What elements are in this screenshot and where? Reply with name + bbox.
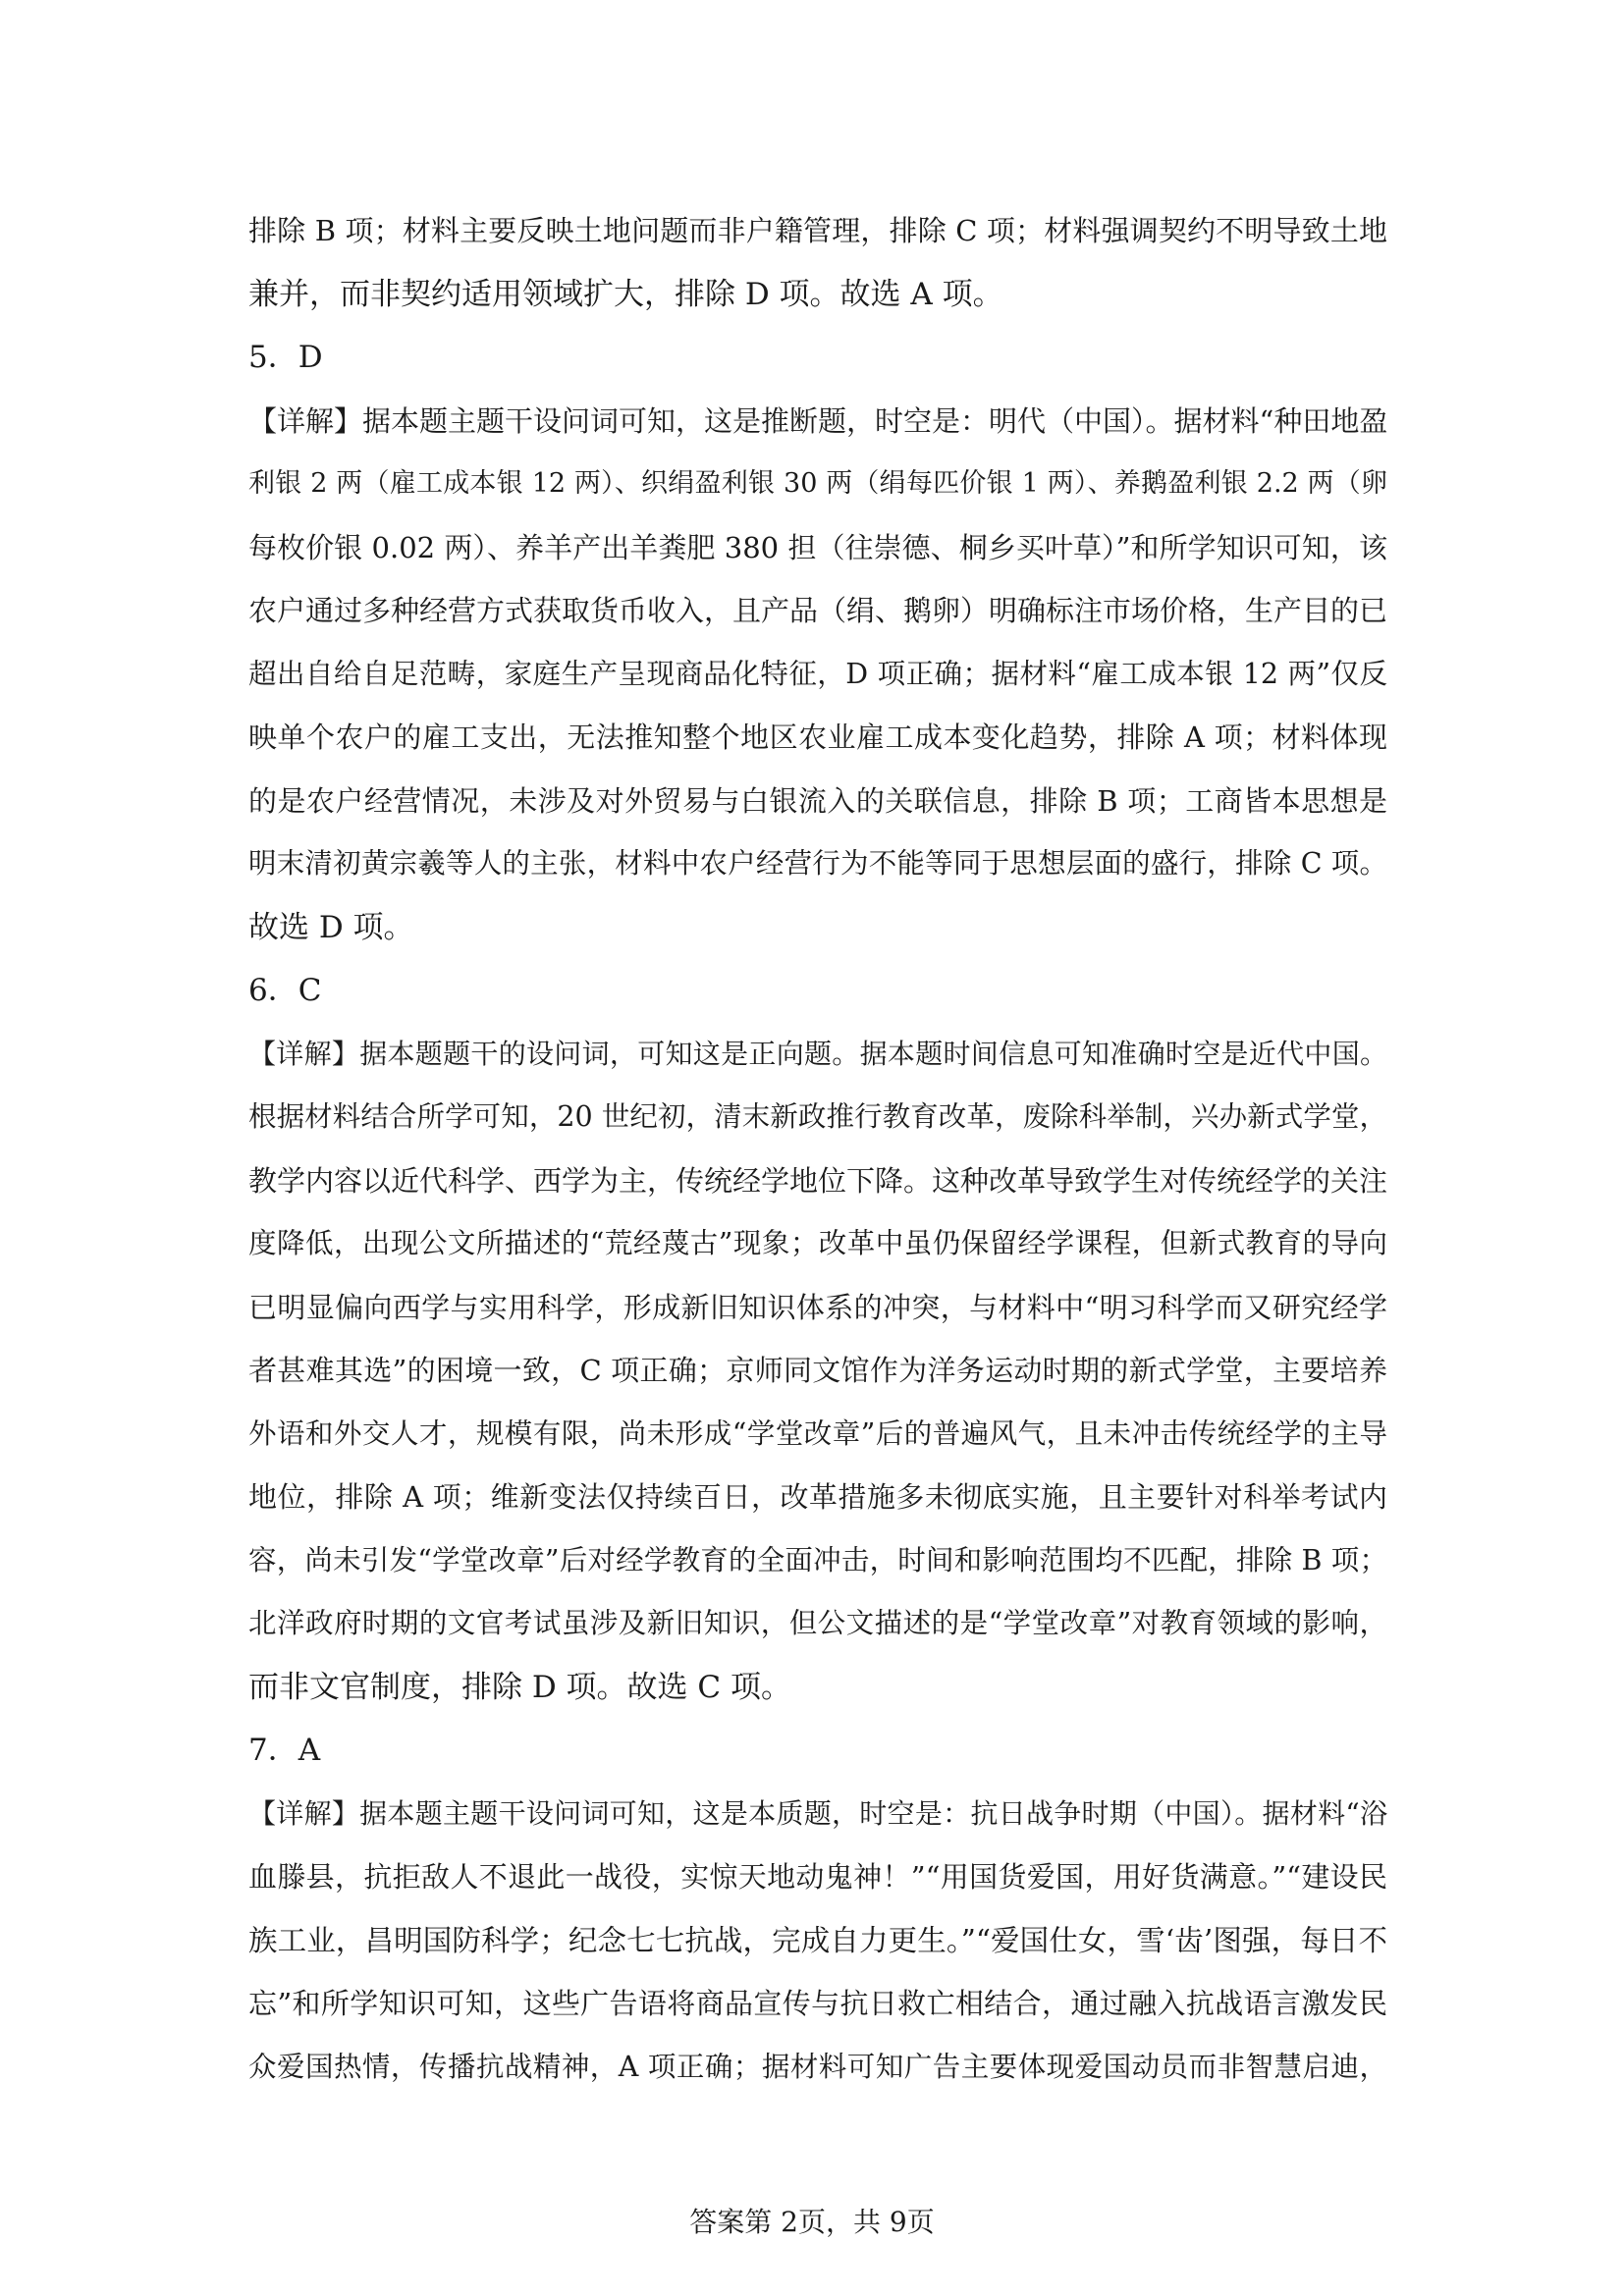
text-line: 【详解】据本题主题干设问词可知，这是本质题，时空是：抗日战争时期（中国）。据材料“浴 xyxy=(248,1796,1387,1830)
text-line: 超出自给自足范畴，家庭生产呈现商品化特征，D 项正确；据材料“雇工成本银 12 两”仅反 xyxy=(248,657,1387,690)
text-line: 【详解】据本题题干的设问词，可知这是正向题。据本题时间信息可知准确时空是近代中国。 xyxy=(248,1037,1387,1070)
text-line: 兼并，而非契约适用领域扩大，排除 D 项。故选 A 项。 xyxy=(248,276,1003,312)
answer-heading: 7．A xyxy=(248,1733,321,1768)
text-line: 族工业，昌明国防科学；纪念七七抗战，完成自力更生。”“爱国仕女，雪‘齿’图强，每日不 xyxy=(248,1923,1387,1957)
document-body xyxy=(248,199,1387,2099)
text-line: 地位，排除 A 项；维新变法仅持续百日，改革措施多未彻底实施，且主要针对科举考试内 xyxy=(248,1480,1387,1514)
text-line: 众爱国热情，传播抗战精神，A 项正确；据材料可知广告主要体现爱国动员而非智慧启迪， xyxy=(248,2050,1387,2083)
text-line: 明末清初黄宗羲等人的主张，材料中农户经营行为不能等同于思想层面的盛行，排除 C 项。 xyxy=(248,847,1387,880)
text-line: 根据材料结合所学可知，20 世纪初，清末新政推行教育改革，废除科举制，兴办新式学堂， xyxy=(248,1100,1387,1133)
text-line: 已明显偏向西学与实用科学，形成新旧知识体系的冲突，与材料中“明习科学而又研究经学 xyxy=(248,1290,1387,1324)
text-line: 度降低，出现公文所描述的“荒经蔑古”现象；改革中虽仍保留经学课程，但新式教育的导向 xyxy=(248,1227,1387,1259)
text-line: 故选 D 项。 xyxy=(248,909,414,945)
text-line: 每枚价银 0.02 两）、养羊产出羊粪肥 380 担（往崇德、桐乡买叶草）”和所学知识可知，该 xyxy=(248,530,1387,564)
answer-heading: 5．D xyxy=(248,340,323,375)
text-line: 利银 2 两（雇工成本银 12 两）、织绢盈利银 30 两（绢每匹价银 1 两）、养鹅盈利银 2.2 两（卵 xyxy=(248,468,1387,499)
text-line: 而非文官制度，排除 D 项。故选 C 项。 xyxy=(248,1669,791,1705)
text-line: 外语和外交人才，规模有限，尚未形成“学堂改章”后的普遍风气，且未冲击传统经学的主导 xyxy=(248,1416,1387,1450)
page-footer: 答案第 2页，共 9页 xyxy=(689,2206,935,2238)
text-line: 者甚难其选”的困境一致，C 项正确；京师同文馆作为洋务运动时期的新式学堂，主要培养 xyxy=(248,1354,1387,1387)
text-line: 忘”和所学知识可知，这些广告语将商品宣传与抗日救亡相结合，通过融入抗战语言激发民 xyxy=(248,1987,1387,2020)
answer-heading: 6．C xyxy=(248,973,322,1008)
text-line: 的是农户经营情况，未涉及对外贸易与白银流入的关联信息，排除 B 项；工商皆本思想是 xyxy=(248,783,1387,818)
text-line: 排除 B 项；材料主要反映土地问题而非户籍管理，排除 C 项；材料强调契约不明导致土地 xyxy=(248,214,1387,247)
text-line: 【详解】据本题主题干设问词可知，这是推断题，时空是：明代（中国）。据材料“种田地盈 xyxy=(248,403,1388,438)
text-line: 农户通过多种经营方式获取货币收入，且产品（绢、鹅卵）明确标注市场价格，生产目的已 xyxy=(248,594,1388,627)
text-line: 映单个农户的雇工支出，无法推知整个地区农业雇工成本变化趋势，排除 A 项；材料体现 xyxy=(248,721,1387,754)
text-line: 容，尚未引发“学堂改章”后对经学教育的全面冲击，时间和影响范围均不匹配，排除 B 项； xyxy=(248,1543,1387,1576)
text-line: 血滕县，抗拒敌人不退此一战役，实惊天地动鬼神！”“用国货爱国，用好货满意。”“建设民 xyxy=(248,1860,1387,1894)
text-line: 北洋政府时期的文官考试虽涉及新旧知识，但公文描述的是“学堂改章”对教育领域的影响， xyxy=(248,1607,1387,1639)
text-line: 教学内容以近代科学、西学为主，传统经学地位下降。这种改革导致学生对传统经学的关注 xyxy=(248,1163,1388,1198)
